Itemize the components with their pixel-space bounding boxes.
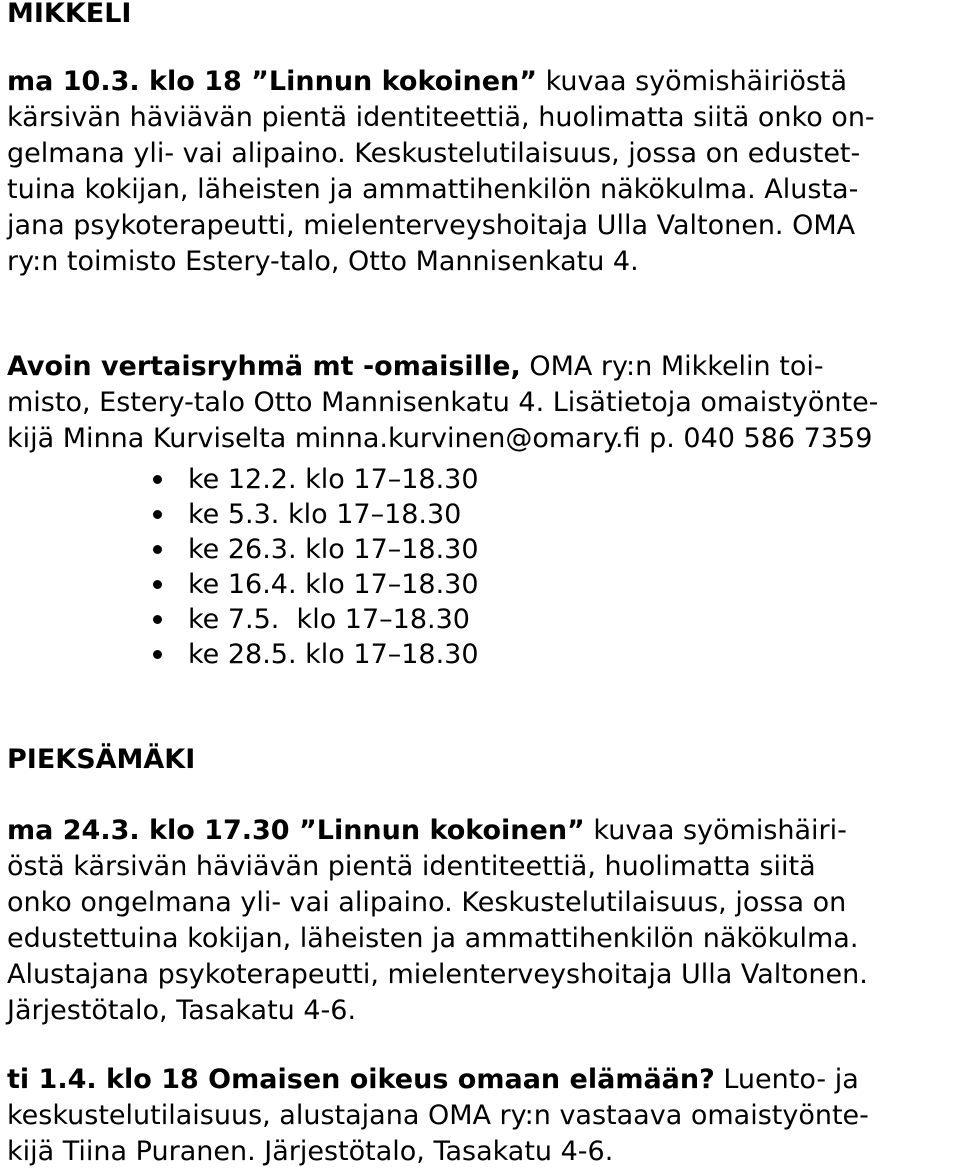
group-line: kijä Minna Kurviselta minna.kurvinen@omary.fi p. 040 586 7359 [7,423,873,454]
heading-mikkeli: MIKKELI [7,0,132,29]
bullet-icon [153,615,162,624]
event-line [7,1062,859,1098]
event-line: onko ongelmana yli- vai alipaino. Keskustelutilaisuus, jossa on [7,887,847,918]
group-line: misto, Estery-talo Otto Mannisenkatu 4. Lisätietoja omaistyönte- [7,387,879,418]
list-item: ke 28.5. klo 17–18.30 [188,639,479,670]
list-item: ke 7.5. klo 17–18.30 [188,604,470,635]
group-line [7,349,824,385]
event-text: kuvaa syömishäiri- [584,815,847,846]
event-title: ma 24.3. klo 17.30 ”Linnun kokoinen” [7,815,585,846]
event-line: edustettuina kokijan, läheisten ja ammattihenkilön näkökulma. [7,923,859,954]
event-line: kärsivän häviävän pientä identiteettiä, huolimatta siitä onko on- [7,102,875,133]
event-text: Luento- ja [714,1064,859,1095]
list-item: ke 16.4. klo 17–18.30 [188,569,479,600]
event-line: kijä Tiina Puranen. Järjestötalo, Tasakatu 4-6. [7,1136,614,1167]
event-title: ti 1.4. klo 18 Omaisen oikeus omaan elämään? [7,1064,715,1095]
list-item: ke 26.3. klo 17–18.30 [188,534,479,565]
group-title: Avoin vertaisryhmä mt -omaisille, [7,351,521,382]
bullet-icon [153,475,162,484]
event-line: gelmana yli- vai alipaino. Keskustelutilaisuus, jossa on edustet- [7,138,861,169]
bullet-icon [153,580,162,589]
event-date: ma 10.3. klo 18 [7,66,252,97]
event-line [7,813,847,849]
event-title: ”Linnun kokoinen” [251,66,537,97]
bullet-icon [153,545,162,554]
event-line: Alustajana psykoterapeutti, mielenterveyshoitaja Ulla Valtonen. [7,959,868,990]
event-text: kuvaa syömishäiriöstä [536,66,848,97]
event-line: jana psykoterapeutti, mielenterveyshoitaja Ulla Valtonen. OMA [7,210,856,241]
list-item: ke 5.3. klo 17–18.30 [188,499,462,530]
event-line: keskustelutilaisuus, alustajana OMA ry:n vastaava omaistyönte- [7,1100,869,1131]
list-item: ke 12.2. klo 17–18.30 [188,464,479,495]
event-line: Järjestötalo, Tasakatu 4-6. [7,995,357,1026]
heading-pieksamaki: PIEKSÄMÄKI [7,744,196,775]
bullet-icon [153,650,162,659]
event-line: östä kärsivän häviävän pientä identiteettiä, huolimatta siitä [7,851,816,882]
group-text: OMA ry:n Mikkelin toi- [520,351,824,382]
event-line [7,64,847,100]
bullet-icon [153,510,162,519]
event-line: ry:n toimisto Estery-talo, Otto Mannisenkatu 4. [7,246,639,277]
event-line: tuina kokijan, läheisten ja ammattihenkilön näkökulma. Alusta- [7,174,859,205]
